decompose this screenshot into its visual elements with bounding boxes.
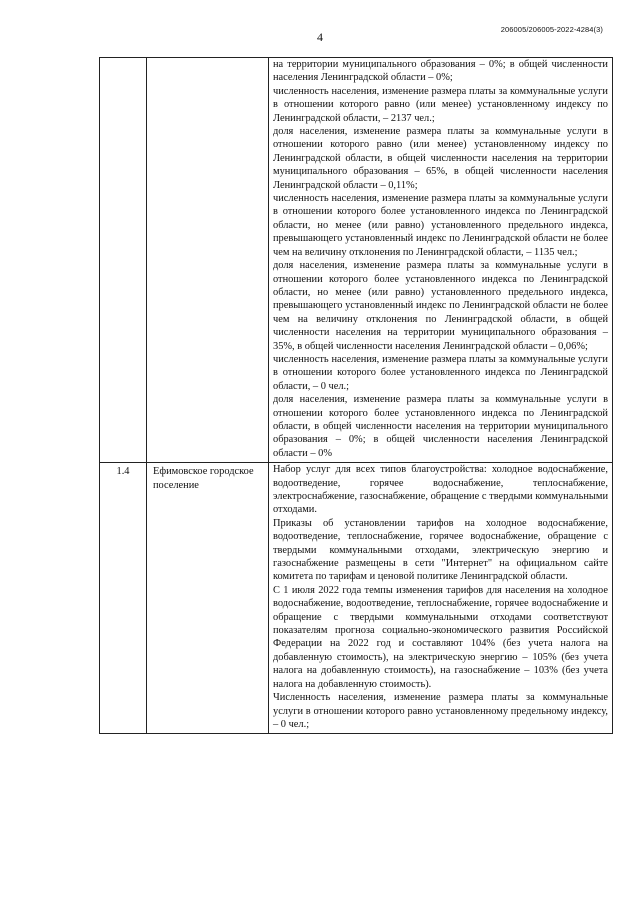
page-number: 4: [317, 30, 323, 44]
description-paragraph: численность населения, изменение размера платы за коммунальные услуги в отношении которого более установленного индекса по Ленинградской области, – 0 чел.;: [273, 353, 608, 392]
description-cell: [269, 58, 613, 463]
description-paragraph: доля населения, изменение размера платы за коммунальные услуги в отношении которого более установленного индекса по Ленинградской области, но менее (или равно) установленного предельного индекса, превышающего установленный индекс по Ленинградской области не более чем на величину отклонения по Ленинградской области, в общей численности населения на территории муниципального образования – 35%, в общей численности населения Ленинградской области – 0,06%;: [273, 260, 608, 352]
tariff-table: [99, 57, 613, 734]
description-paragraph: численность населения, изменение размера платы за коммунальные услуги в отношении которого равно (или менее) установленному индексу по Ленинградской области, – 2137 чел.;: [273, 85, 608, 124]
description-paragraph: доля населения, изменение размера платы за коммунальные услуги в отношении которого равно (или менее) установленному индексу по Ленинградской области, в общей численности населения на территории муниципального образования – 65%, в общей численности населения Ленинградской области – 0,11%;: [273, 126, 608, 191]
municipality-cell: [147, 58, 269, 463]
description-paragraph: С 1 июля 2022 года темпы изменения тарифов для населения на холодное водоснабжение, водоотведение, теплоснабжение, горячее водоснабжение и обращение с твердыми коммунальными отходами соответствуют показателям прогноза социально-экономического развития Российской Федерации на 2022 год и составляют 104% (без учета налога на добавленную стоимость), на электрическую энергию – 105% (без учета налога на добавленную стоимость), на газоснабжение – 103% (без учета налога на добавленную стоимость).: [273, 584, 608, 690]
table-row: [100, 58, 613, 463]
municipality-cell: Ефимовское городское поселение: [147, 463, 269, 734]
table-body: [100, 58, 613, 734]
description-paragraph: Приказы об установлении тарифов на холодное водоснабжение, водоотведение, теплоснабжение, горячее водоснабжение, обращение с твердыми коммунальными отходами, электрическую энергию и газоснабжение размещены в сети "Интернет" на официальном сайте комитета по тарифам и ценовой политике Ленинградской области.: [273, 517, 608, 583]
description-cell: [269, 463, 613, 734]
table-row: [100, 463, 613, 734]
description-paragraph: Численность населения, изменение размера платы за коммунальные услуги в отношении которого равно установленному предельному индексу, – 0 чел.;: [273, 692, 608, 730]
description-paragraph: на территории муниципального образования – 0%; в общей численности населения Ленинградской области – 0%;: [273, 59, 608, 84]
description-paragraph: доля населения, изменение размера платы за коммунальные услуги в отношении которого более установленного индекса по Ленинградской области, в общей численности населения на территории муниципального образования – 0%; в общей численности населения Ленинградской области – 0%: [273, 394, 608, 459]
description-paragraph: Набор услуг для всех типов благоустройства: холодное водоснабжение, водоотведение, горячее водоснабжение, теплоснабжение, электроснабжение, газоснабжение, обращение с твердыми коммунальными отходами.: [273, 464, 608, 516]
document-code: 206005/206005-2022-4284(3): [500, 25, 603, 34]
row-number-cell: [100, 58, 147, 463]
description-paragraph: численность населения, изменение размера платы за коммунальные услуги в отношении которого более установленного индекса по Ленинградской области, но менее (или равно) установленного предельного индекса, превышающего установленный индекс по Ленинградской области не более чем на величину отклонения по Ленинградской области, – 1135 чел.;: [273, 193, 608, 258]
row-number-cell: 1.4: [100, 463, 147, 734]
